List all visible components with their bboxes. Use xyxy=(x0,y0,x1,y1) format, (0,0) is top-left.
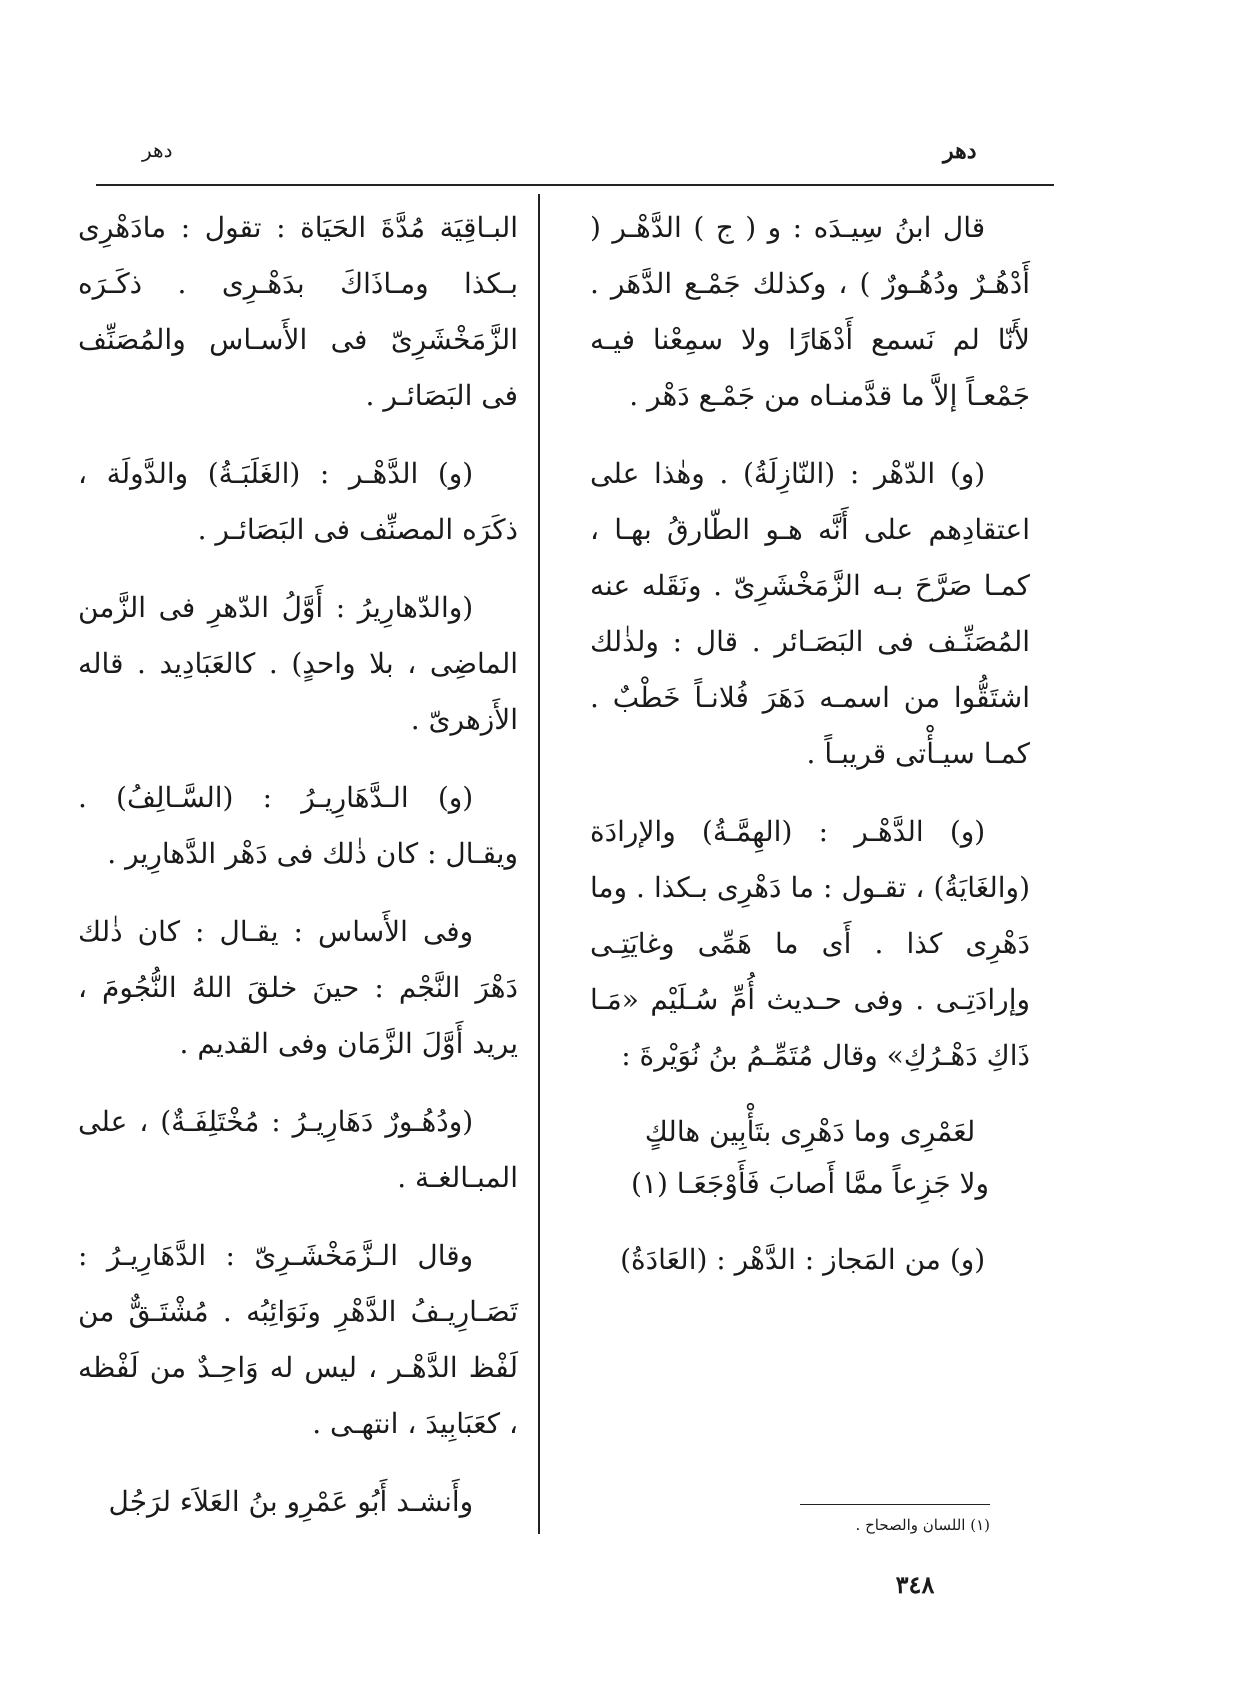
paragraph: (ودُهُـورٌ دَهَارِيـرُ : مُخْتَلِفَـةٌ) ، على المبـالغـة . xyxy=(78,1105,518,1194)
verse-line: لعَمْرِى وما دَهْرِى بتَأْبِين هالكٍ xyxy=(644,1115,976,1148)
paragraph: (و) الدَّهْـر : (الهِمَّـةُ) والإرادَة (والغَايَةُ) ، تقـول : ما دَهْرِى بـكذا . وما دَهْرِى كذا . أَى ما هَمِّى وغايَتِـى وإرادَتِـى . وفى حـديث أُمِّ سُـلَيْم «مَـا ذَاكِ دَهْـرُكِ» وقال مُتَمِّـمُ بنُ نُوَيْرةَ : xyxy=(590,815,1030,1072)
page-number: ٣٤٨ xyxy=(895,1570,935,1599)
paragraph: (والدّهارِيرُ : أَوَّلُ الدّهرِ فى الزَّمن الماضِى ، بلا واحدٍ) . كالعَبَادِيد . قاله الأَزهرىّ . xyxy=(78,591,518,736)
column-divider xyxy=(538,194,540,1534)
paragraph: البـاقِيَة مُدَّةَ الحَيَاة : تقول : مادَهْرِى بـكذا ومـاذَاكَ بدَهْـرِى . ذكَـرَه الزَّمَخْشَرِىّ فى الأَسـاس والمُصَنِّف فى البَصَائـر . xyxy=(78,211,518,412)
paragraph: وقال الـزَّمَخْشَـرِىّ : الدَّهَارِيـرُ : تَصَـارِيـفُ الدَّهْرِ ونَوَائِبُه . مُشْتَـقٌّ من لَفْظ الدَّهْـر ، ليس له وَاحِـدٌ من لَفْظه ، كعَبَابِيدَ ، انتهـى . xyxy=(78,1239,518,1440)
left-column xyxy=(78,200,518,1552)
header-rule xyxy=(96,184,1054,186)
paragraph: (و) من المَجاز : الدَّهْر : (العَادَةُ) xyxy=(620,1243,986,1276)
paragraph: (و) الدّهْر : (النّازِلَةُ) . وهٰذا على اعتقادِهم على أَنَّه هـو الطّارقُ بهـا ، كمـا صَرَّحَ بـه الزَّمَخْشَرِىّ . ونَقَله عنه المُصَنِّـف فى البَصَـائر . قال : ولذٰلك اشتَقُّوا من اسمـه دَهَرَ فُلانـاً خَطْبٌ . كمـا سيـأْتى قريبـاً . xyxy=(590,457,1030,770)
right-column xyxy=(590,200,1030,1310)
running-head-right: دهر xyxy=(943,138,977,164)
poem-verse xyxy=(590,1106,1030,1210)
footnote: (١) اللسان والصحاح . xyxy=(855,1516,990,1534)
paragraph: وأَنشـد أَبُو عَمْرِو بنُ العَلاَء لرَجُل xyxy=(108,1485,474,1518)
verse-line: ولا جَزِعاً ممَّا أَصابَ فَأَوْجَعَـا (١) xyxy=(630,1167,990,1200)
paragraph: وفى الأَساس : يقـال : كان ذٰلك دَهْرَ النَّجْم : حينَ خلقَ اللهُ النُّجُومَ ، يريد أَوَّلَ الزَّمَان وفى القديم . xyxy=(78,915,518,1060)
footnote-rule xyxy=(800,1504,990,1505)
paragraph: (و) الـدَّهَارِيـرُ : (السَّـالِفُ) . ويقـال : كان ذٰلك فى دَهْر الدَّهارِير . xyxy=(78,781,518,870)
running-head-left: دهر xyxy=(142,138,173,162)
paragraph: قال ابنُ سِيـدَه : و ( ج ) الدَّهْـر ( أَدْهُـرٌ ودُهُـورٌ ) ، وكذلك جَمْـع الدَّهَر . لأَنّا لم نَسمع أَدْهَارًا ولا سمِعْنا فيـه جَمْعـاً إلاَّ ما قدَّمنـاه من جَمْـع دَهْر . xyxy=(590,211,1030,412)
paragraph: (و) الدَّهْـر : (الغَلَبَـةُ) والدَّولَة ، ذكَرَه المصنِّف فى البَصَائـر . xyxy=(78,457,518,546)
